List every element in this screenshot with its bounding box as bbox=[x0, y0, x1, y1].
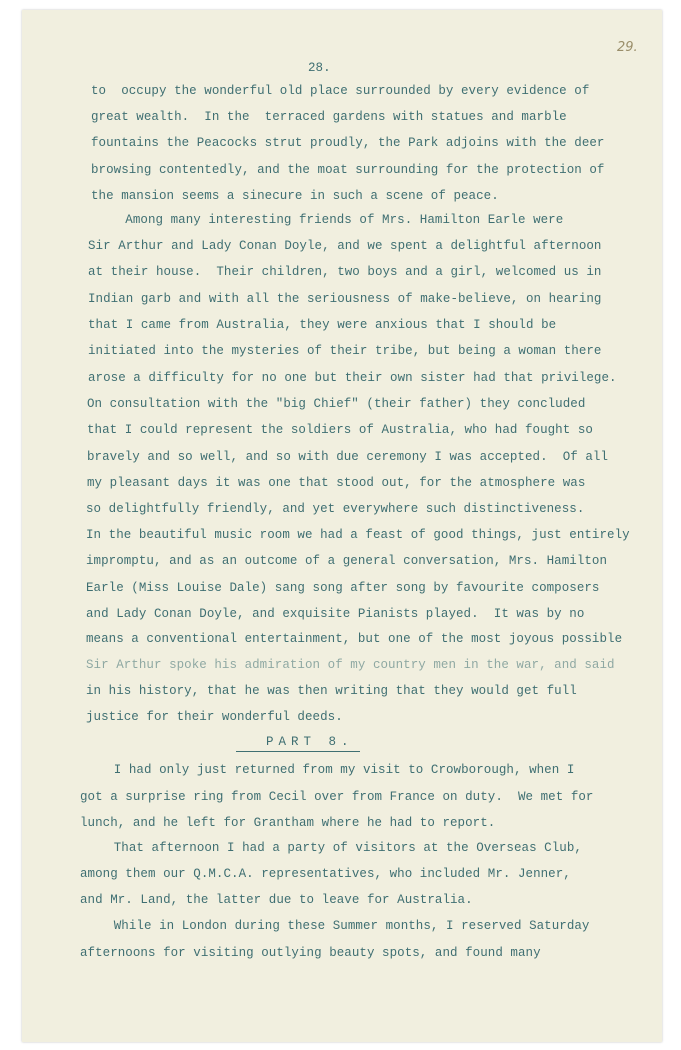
text-line: browsing contentedly, and the moat surrounding for the protection of bbox=[91, 163, 605, 177]
pencil-page-number: 29. bbox=[617, 40, 638, 55]
text-line: justice for their wonderful deeds. bbox=[86, 710, 343, 724]
text-line: in his history, that he was then writing that they would get full bbox=[86, 684, 577, 698]
text-line: initiated into the mysteries of their tribe, but being a woman there bbox=[88, 344, 602, 358]
text-line: and Lady Conan Doyle, and exquisite Pianists played. It was by no bbox=[86, 607, 585, 621]
text-line: Among many interesting friends of Mrs. Hamilton Earle were bbox=[80, 213, 564, 227]
text-line: Sir Arthur and Lady Conan Doyle, and we spent a delightful afternoon bbox=[88, 239, 602, 253]
text-line: among them our Q.M.C.A. representatives, who included Mr. Jenner, bbox=[80, 867, 571, 881]
text-line: at their house. Their children, two boys and a girl, welcomed us in bbox=[88, 265, 602, 279]
text-line: While in London during these Summer months, I reserved Saturday bbox=[76, 919, 590, 933]
text-line: my pleasant days it was one that stood out, for the atmosphere was bbox=[87, 476, 586, 490]
text-line: Sir Arthur spoke his admiration of my country men in the war, and said bbox=[86, 658, 615, 672]
page-number: 28. bbox=[308, 61, 331, 75]
text-line: impromptu, and as an outcome of a general conversation, Mrs. Hamilton bbox=[86, 554, 608, 568]
text-line: That afternoon I had a party of visitors at the Overseas Club, bbox=[76, 841, 582, 855]
text-line: On consultation with the "big Chief" (their father) they concluded bbox=[87, 397, 586, 411]
text-line: afternoons for visiting outlying beauty spots, and found many bbox=[80, 946, 541, 960]
part-heading: PART 8. bbox=[236, 735, 360, 752]
text-line: fountains the Peacocks strut proudly, the Park adjoins with the deer bbox=[91, 136, 605, 150]
text-line: the mansion seems a sinecure in such a scene of peace. bbox=[91, 189, 499, 203]
text-line: lunch, and he left for Grantham where he had to report. bbox=[80, 816, 496, 830]
text-line: and Mr. Land, the latter due to leave for Australia. bbox=[80, 893, 473, 907]
text-line: great wealth. In the terraced gardens with statues and marble bbox=[91, 110, 567, 124]
text-line: In the beautiful music room we had a feast of good things, just entirely bbox=[86, 528, 630, 542]
text-line: means a conventional entertainment, but one of the most joyous possible bbox=[86, 632, 623, 646]
text-line: I had only just returned from my visit to Crowborough, when I bbox=[76, 763, 575, 777]
text-line: so delightfully friendly, and yet everywhere such distinctiveness. bbox=[86, 502, 585, 516]
text-line: got a surprise ring from Cecil over from France on duty. We met for bbox=[80, 790, 594, 804]
text-line: that I came from Australia, they were anxious that I should be bbox=[88, 318, 557, 332]
text-line: that I could represent the soldiers of Australia, who had fought so bbox=[87, 423, 593, 437]
text-line: Earle (Miss Louise Dale) sang song after song by favourite composers bbox=[86, 581, 600, 595]
text-line: Indian garb and with all the seriousness of make-believe, on hearing bbox=[88, 292, 602, 306]
text-line: to occupy the wonderful old place surrounded by every evidence of bbox=[91, 84, 590, 98]
text-line: arose a difficulty for no one but their own sister had that privilege. bbox=[88, 371, 617, 385]
text-line: bravely and so well, and so with due ceremony I was accepted. Of all bbox=[87, 450, 609, 464]
